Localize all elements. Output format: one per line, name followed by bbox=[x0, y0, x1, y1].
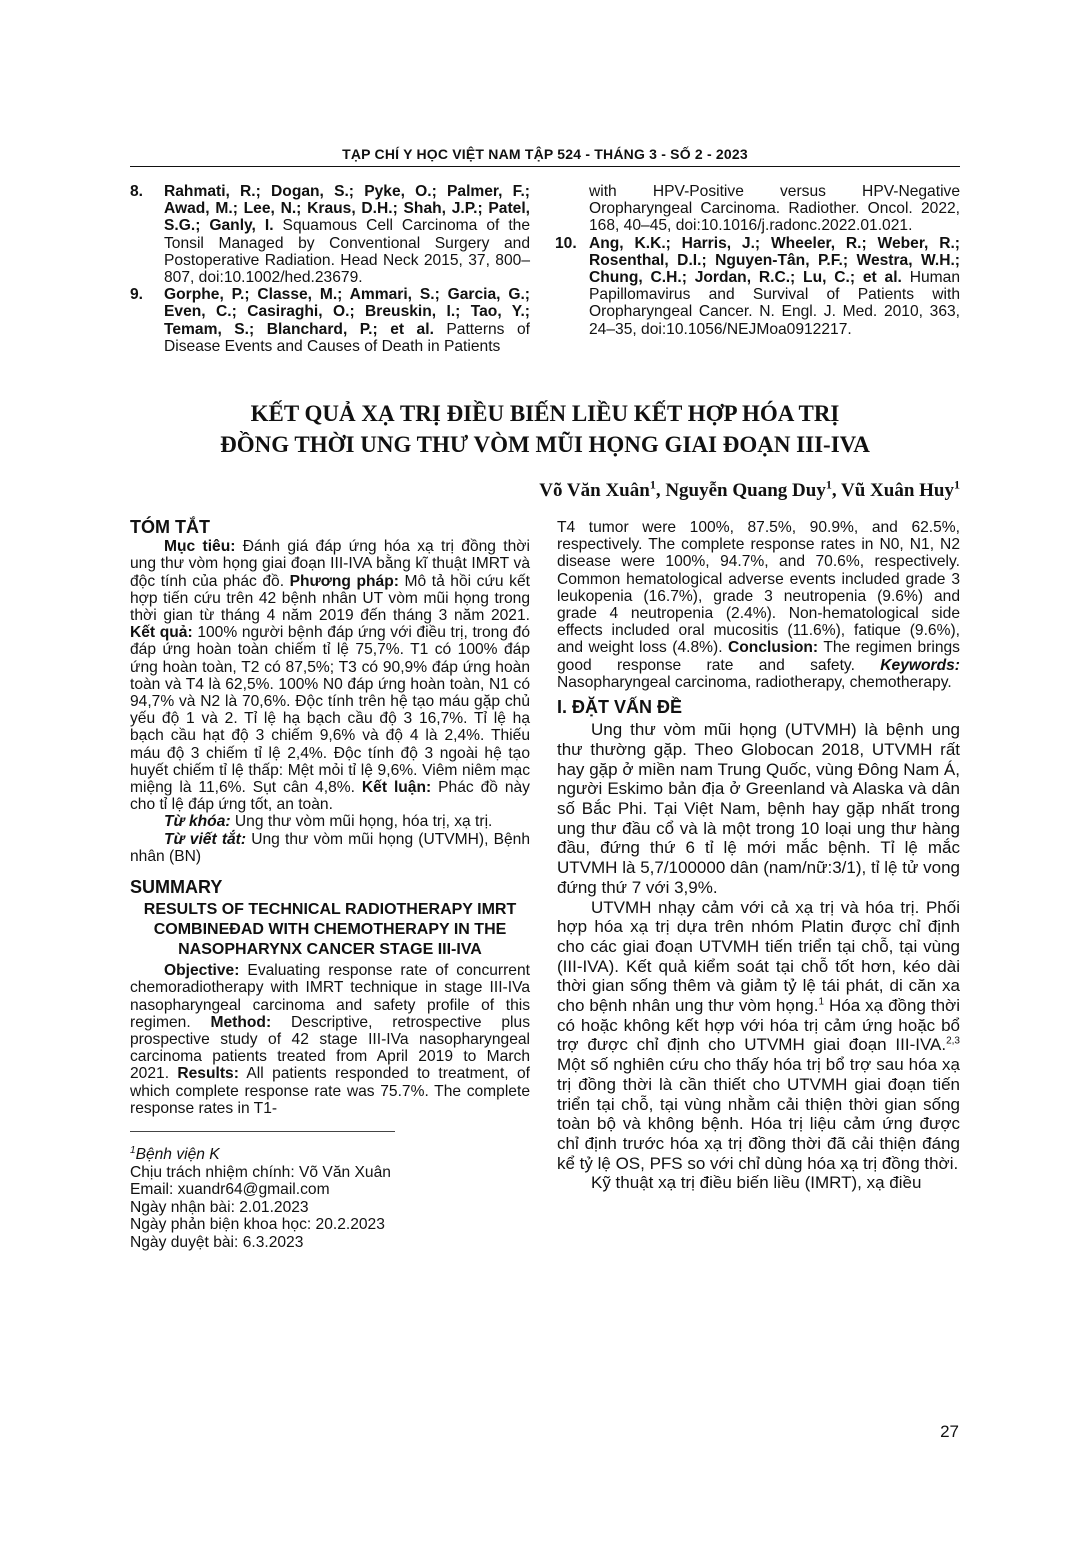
citation-sup: 1 bbox=[818, 996, 825, 1008]
page-number: 27 bbox=[940, 1422, 959, 1441]
intro-paragraph-3: Kỹ thuật xạ trị điều biến liều (IMRT), xạ điều bbox=[591, 1173, 922, 1193]
author-name: Vũ Xuân Huy bbox=[841, 480, 954, 501]
reference-body bbox=[164, 286, 530, 355]
journal-header: TẠP CHÍ Y HỌC VIỆT NAM TẬP 524 - THÁNG 3 - SỐ 2 - 2023 bbox=[342, 146, 748, 162]
article-title bbox=[130, 398, 960, 460]
reference-text: Patterns of Disease Events and Causes of Death in Patients bbox=[164, 320, 530, 355]
reference-body bbox=[164, 183, 530, 286]
reference-item bbox=[130, 286, 530, 355]
summary-heading: SUMMARY bbox=[130, 877, 223, 898]
author-affiliation-sup: 1 bbox=[954, 477, 960, 492]
text-results: All patients responded to treatment, of which complete response rate was 75.7%. The complete response rates in T1- bbox=[130, 1065, 530, 1117]
right-column bbox=[557, 519, 960, 1193]
affiliation-note bbox=[130, 1146, 530, 1164]
intro-p2-part-a: UTVMH nhạy cảm với cả xạ trị và hóa trị. Phối hợp hóa xạ trị dựa trên nhóm Platin được chỉ định cho các giai đoạn UTVMH tiến triển tại chỗ, tại vùng (III-IVA). Kết quả kiểm soát tại chỗ tốt hơn, kéo dài thời gian sống thêm và giảm tỷ lệ tái phát, di căn xa cho bệnh nhân ung thư vòm họng. bbox=[557, 897, 960, 1016]
text-ket-luan: Phác đồ này cho tỉ lệ đáp ứng tốt, an toàn. bbox=[130, 779, 530, 814]
keywords-vi bbox=[130, 813, 530, 830]
text-muc-tieu: Đánh giá đáp ứng hóa xạ trị đồng thời ung thư vòm họng giai đoạn III-IVA bằng kĩ thuật IMRT và độc tính của phác đồ. bbox=[130, 538, 530, 590]
text-method: Descriptive, retrospective plus prospective study of 42 stage III-IVa nasopharyngeal carcinoma patients treated from April 2019 to March 2021. bbox=[130, 1013, 530, 1083]
label-tu-viet-tat: Từ viết tắt: bbox=[164, 830, 247, 848]
accepted-date: Ngày duyệt bài: 6.3.2023 bbox=[130, 1233, 304, 1251]
text-objective: Evaluating response rate of concurrent chemoradiotherapy with IMRT technique in stage III-IVa nasopharyngeal carcinoma and safety profile of this regimen. bbox=[130, 962, 530, 1031]
intro-paragraph-1: Ung thư vòm mũi họng (UTVMH) là bệnh ung thư thường gặp. Theo Globocan 2018, UTVMH rất hay gặp ở miền nam Trung Quốc, vùng Đông Nam Á, người Eskimo bản địa ở Greenland và Alaska và dân số Bắc Phi. Tại Việt Nam, bệnh hay gặp nhất trong ung thư đầu cổ và là một trong 10 loại ung thư hàng đầu, đứng thứ 6 tỉ lệ mới mắc bệnh. Tỉ lệ mắc UTVMH là 5,7/100000 dân (nam/nữ:3/1), tỉ lệ tử vong đứng thứ 7 với 3,9%. bbox=[557, 720, 960, 897]
reference-item bbox=[555, 235, 960, 338]
reference-authors: Rahmati, R.; Dogan, S.; Pyke, O.; Palmer, F.; Awad, M.; Lee, N.; Kraus, D.H.; Shah, J.P.; Patel, S.G.; Ganly, I. bbox=[164, 183, 530, 235]
abbreviations-vi bbox=[130, 831, 530, 865]
title-line-1: KẾT QUẢ XẠ TRỊ ĐIỀU BIẾN LIỀU KẾT HỢP HÓA TRỊ bbox=[250, 401, 840, 426]
affiliation-text: Bệnh viện K bbox=[135, 1146, 220, 1164]
reference-continuation: with HPV-Positive versus HPV-Negative Oropharyngeal Carcinoma. Radiother. Oncol. 2022, 168, 40–45, doi:10.1016/j.radonc.2022.01.021. bbox=[589, 183, 960, 235]
review-date: Ngày phản biện khoa học: 20.2.2023 bbox=[130, 1216, 385, 1234]
text-conclusion: The regimen brings good response rate and safety. bbox=[557, 639, 960, 674]
abstract-en-continued bbox=[557, 519, 960, 691]
footnote-rule bbox=[130, 1131, 395, 1132]
label-ket-luan: Kết luận: bbox=[361, 779, 432, 797]
left-column bbox=[130, 519, 530, 1251]
label-results: Results: bbox=[177, 1065, 239, 1083]
abstract-vi bbox=[130, 538, 530, 813]
text-ket-qua: 100% người bệnh đáp ứng với điều trị, trong đó đáp ứng hoàn toàn chiếm tỉ lệ 75,7%. T1 có 100% đáp ứng hoàn toàn, T2 có 87,5%; T3 có 90,9% đáp ứng hoàn toàn và T4 là 62,5%. 100% N0 đáp ứng hoàn toàn, N1 có 94,7% và N2 là 70,6%. Độc tính trên hệ tạo máu gặp chủ yếu độ 1 và 2. Tỉ lệ hạ bạch cầu độ 3 16,7%. Tỉ lệ hạ bạch cầu hạt độ 3 chiếm 9,6% và độ 4 là 2,4%. Thiếu máu độ 3 chiếm tỉ lệ 2,4%. Độc tính độ 3 ngoài hệ tạo huyết chiếm tỉ lệ thấp: Mệt mỏi tỉ lệ 9,6%. Viêm niêm mạc miệng là 11,6%. Sụt cân 4,8%. bbox=[130, 624, 530, 797]
abstract-en bbox=[130, 962, 530, 1117]
intro-p2-part-b: Hóa xạ đồng thời có hoặc không kết hợp với hóa trị cảm ứng hoặc bổ trợ được chỉ định cho UTVMH giai đoạn III-IVA. bbox=[557, 996, 960, 1055]
reference-body bbox=[589, 235, 960, 338]
label-ket-qua: Kết quả: bbox=[130, 624, 193, 642]
email-line: Email: xuandr64@gmail.com bbox=[130, 1181, 330, 1199]
text-results-continued: T4 tumor were 100%, 87.5%, 90.9%, and 62.5%, respectively. The complete response rates in N0, N1, N2 disease were 100%, 94.7%, and 70.6%, respectively. Common hematological adverse events included grade 3 leukopenia (16.7%), grade 3 neutropenia (9.6%) and grade 4 neutropenia (2.4%). Non-hematological side effects included oral mucositis (11.6%), fatique (9.6%), and weight loss (4.8%). bbox=[557, 519, 960, 657]
reference-item bbox=[130, 183, 530, 286]
received-date: Ngày nhận bài: 2.01.2023 bbox=[130, 1198, 309, 1216]
label-tu-khoa: Từ khóa: bbox=[164, 813, 231, 831]
header-rule bbox=[130, 166, 960, 167]
reference-text: Squamous Cell Carcinoma of the Tonsil Managed by Conventional Surgery and Postoperative Radiation. Head Neck 2015, 37, 800–807, doi:10.1002/hed.23679. bbox=[164, 217, 530, 287]
reference-number: 9. bbox=[130, 286, 144, 304]
text-tu-viet-tat: Ung thư vòm mũi họng (UTVMH), Bệnh nhân (BN) bbox=[130, 830, 530, 865]
reference-text: Human Papillomavirus and Survival of Patients with Oropharyngeal Cancer. N. Engl. J. Med. 2010, 363, 24–35, doi:10.1056/NEJMoa0912217. bbox=[589, 269, 960, 338]
reference-number: 10. bbox=[555, 234, 577, 252]
references-right bbox=[555, 183, 960, 338]
label-objective: Objective: bbox=[164, 962, 240, 980]
reference-number: 8. bbox=[130, 183, 144, 200]
label-phuong-phap: Phương pháp: bbox=[289, 572, 399, 590]
label-keywords: Keywords: bbox=[880, 656, 960, 674]
reference-authors: Ang, K.K.; Harris, J.; Wheeler, R.; Weber, R.; Rosenthal, D.I.; Nguyen-Tân, P.F.; Westra, W.H.; Chung, C.H.; Jordan, R.C.; Lu, C.; et al. bbox=[589, 234, 960, 287]
text-tu-khoa: Ung thư vòm mũi họng, hóa trị, xạ trị. bbox=[234, 813, 493, 831]
summary-title: RESULTS OF TECHNICAL RADIOTHERAPY IMRT COMBINEĐAD WITH CHEMOTHERAPY IN THE NASOPHARYNX CANCER STAGE III-IVA bbox=[143, 901, 517, 959]
author-name: Nguyễn Quang Duy bbox=[665, 480, 826, 501]
text-phuong-phap: Mô tả hồi cứu kết hợp tiến cứu trên 42 bệnh nhân UT vòm mũi họng trong thời gian từ tháng 4 năm 2019 đến tháng 3 năm 2021. bbox=[130, 572, 530, 625]
footnotes bbox=[130, 1146, 530, 1251]
abstract-heading: TÓM TẮT bbox=[130, 517, 210, 537]
text-keywords: Nasopharyngeal carcinoma, radiotherapy, chemotherapy. bbox=[557, 673, 952, 691]
author-name: Võ Văn Xuân bbox=[539, 480, 650, 501]
title-line-2: ĐỒNG THỜI UNG THƯ VÒM MŨI HỌNG GIAI ĐOẠN III-IVA bbox=[220, 432, 870, 457]
corresponding-author: Chịu trách nhiệm chính: Võ Văn Xuân bbox=[130, 1163, 391, 1181]
author-affiliation-sup: 1 bbox=[825, 477, 832, 492]
author-separator: , bbox=[831, 480, 841, 501]
author-separator: , bbox=[655, 480, 666, 501]
label-method: Method: bbox=[210, 1013, 272, 1031]
label-conclusion: Conclusion: bbox=[728, 639, 819, 657]
author-affiliation-sup: 1 bbox=[649, 477, 656, 492]
reference-authors: Gorphe, P.; Classe, M.; Ammari, S.; Garcia, G.; Even, C.; Casiraghi, O.; Breuskin, I.; Tao, Y.; Temam, S.; Blanchard, P.; et al. bbox=[164, 286, 530, 338]
intro-p2-part-c: Một số nghiên cứu cho thấy hóa trị bổ trợ sau hóa xạ trị đồng thời là cần thiết cho UTVMH giai đoạn tiến triển tại chỗ, tại vùng nhằm cải thiện thời gian sống toàn bộ và không bệnh. Hóa trị liệu cảm ứng được chỉ định trước hóa xạ trị đồng thời đã cải thiện đáng kể tỷ lệ OS, PFS so với chỉ dùng hóa xạ trị đồng thời. bbox=[557, 1055, 960, 1173]
intro-paragraph-2 bbox=[557, 898, 960, 1174]
author-list bbox=[539, 477, 960, 502]
affiliation-sup: 1 bbox=[130, 1144, 136, 1156]
citation-sup: 2,3 bbox=[946, 1035, 960, 1047]
references-left bbox=[130, 183, 530, 355]
label-muc-tieu: Mục tiêu: bbox=[164, 538, 236, 556]
intro-heading: I. ĐẶT VẤN ĐỀ bbox=[557, 697, 683, 718]
